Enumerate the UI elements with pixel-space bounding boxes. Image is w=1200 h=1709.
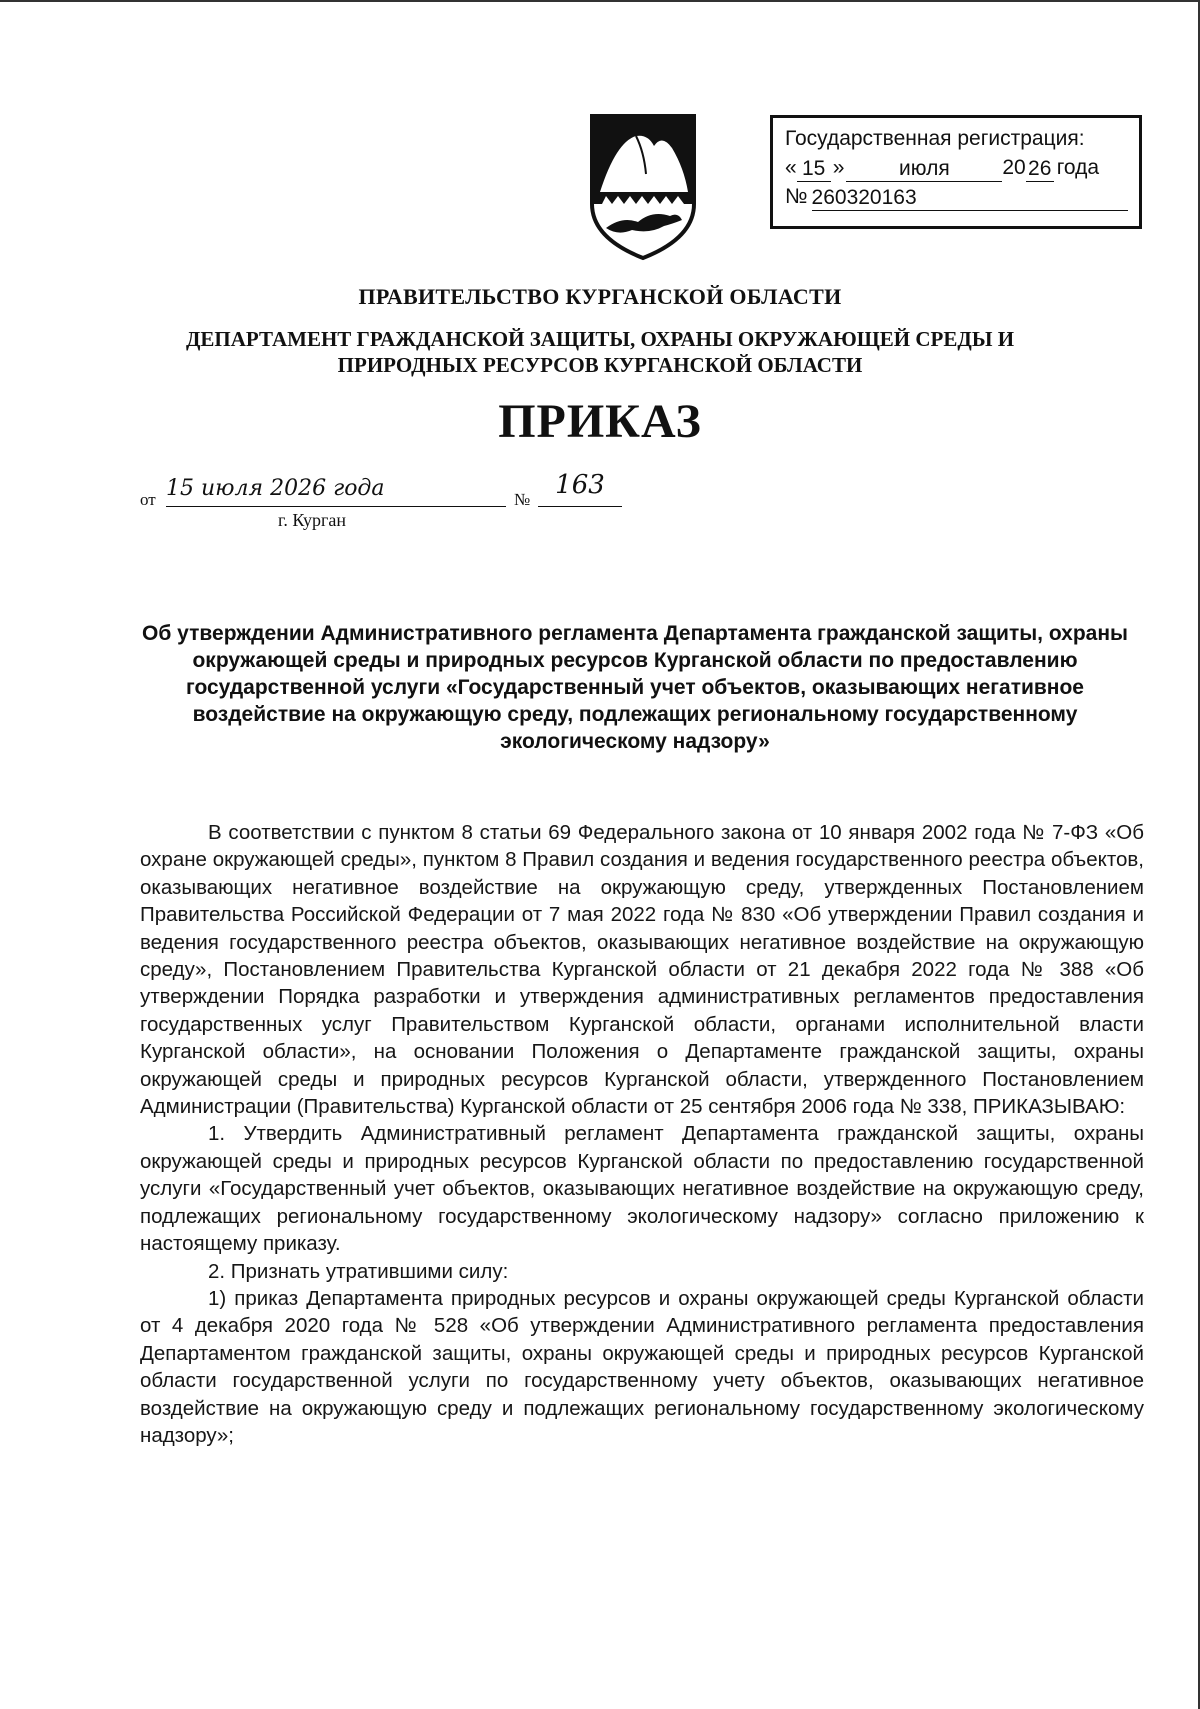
document-type-heading: ПРИКАЗ xyxy=(498,395,702,448)
registration-number-label: № xyxy=(785,185,808,208)
registration-month: июля xyxy=(846,157,1002,182)
body-paragraph: 1. Утвердить Административный регламент Департамента гражданской защиты, охраны окружающей среды и природных ресурсов Курганской области по предоставлению государственной услуги «Государственный учет объектов, оказывающих негативное воздействие на окружающую среду, подлежащих региональному государственному экологическому надзору» согласно приложению к настоящему приказу. xyxy=(140,1122,1144,1256)
kurgan-oblast-coat-of-arms-icon xyxy=(586,112,700,262)
body-paragraph: 1) приказ Департамента природных ресурсов и охраны окружающей среды Курганской области от 4 декабря 2020 года № 528 «Об утверждении Административного регламента предоставления Департаментом гражданской защиты, охраны окружающей среды и природных ресурсов Курганской области государственной услуги по государственному учету объектов, оказывающих негативное воздействие на окружающую среду и подлежащих региональному государственному экологическому надзору»; xyxy=(140,1286,1144,1447)
order-number-handwritten: 163 xyxy=(538,470,622,507)
registration-title: Государственная регистрация: xyxy=(785,127,1085,150)
order-body xyxy=(140,819,1144,1449)
registration-day-close: » xyxy=(832,156,845,179)
registration-year-suffix: 26 xyxy=(1026,157,1054,182)
order-date-number-line xyxy=(140,470,660,520)
state-registration-box xyxy=(770,115,1142,229)
order-title: Об утверждении Административного регламента Департамента гражданской защиты, охраны окружающей среды и природных ресурсов Курганской области по предоставлению государственной услуги «Государственный учет объектов, оказывающих негативное воздействие на окружающую среду, подлежащих региональному государственному экологическому надзору» xyxy=(142,622,1128,753)
government-name: ПРАВИТЕЛЬСТВО КУРГАНСКОЙ ОБЛАСТИ xyxy=(358,284,842,309)
department-name-line2: ПРИРОДНЫХ РЕСУРСОВ КУРГАНСКОЙ ОБЛАСТИ xyxy=(337,353,863,377)
registration-number-row xyxy=(785,182,1129,211)
order-number-label: № xyxy=(514,490,531,509)
order-date-handwritten: 15 июля 2026 года xyxy=(166,476,506,507)
body-paragraph: 2. Признать утратившими силу: xyxy=(208,1259,509,1283)
order-from-label: от xyxy=(140,490,156,509)
order-city: г. Курган xyxy=(278,510,347,530)
registration-day-open: « xyxy=(785,156,797,179)
registration-year-word: года xyxy=(1056,156,1100,179)
registration-year-prefix: 20 xyxy=(1002,156,1026,179)
department-name-line1: ДЕПАРТАМЕНТ ГРАЖДАНСКОЙ ЗАЩИТЫ, ОХРАНЫ ОКРУЖАЮЩЕЙ СРЕДЫ И xyxy=(185,327,1015,351)
registration-day: 15 xyxy=(797,157,831,182)
registration-date xyxy=(785,153,1129,182)
department-name xyxy=(0,326,1200,378)
body-paragraph: В соответствии с пунктом 8 статьи 69 Федерального закона от 10 января 2002 года № 7-ФЗ «Об охране окружающей среды», пунктом 8 Правил создания и ведения государственного реестра объектов, оказывающих негативное воздействие на окружающую среду, утвержденных Постановлением Правительства Российской Федерации от 7 мая 2022 года № 830 «Об утверждении Правил создания и ведения государственного реестра объектов, оказывающих негативное воздействие на окружающую среду», Постановлением Правительства Курганской области от 21 декабря 2022 года № 388 «Об утверждении Порядка разработки и утверждения административных регламентов предоставления государственных услуг Правительством Курганской области, органами исполнительной власти Курганской области», на основании Положения о Департаменте гражданской защиты, охраны окружающей среды и природных ресурсов Курганской области, утвержденного Постановлением Администрации (Правительства) Курганской области от 25 сентября 2006 года № 338, ПРИКАЗЫВАЮ: xyxy=(140,821,1144,1119)
registration-number: 260320163 xyxy=(812,186,1128,211)
